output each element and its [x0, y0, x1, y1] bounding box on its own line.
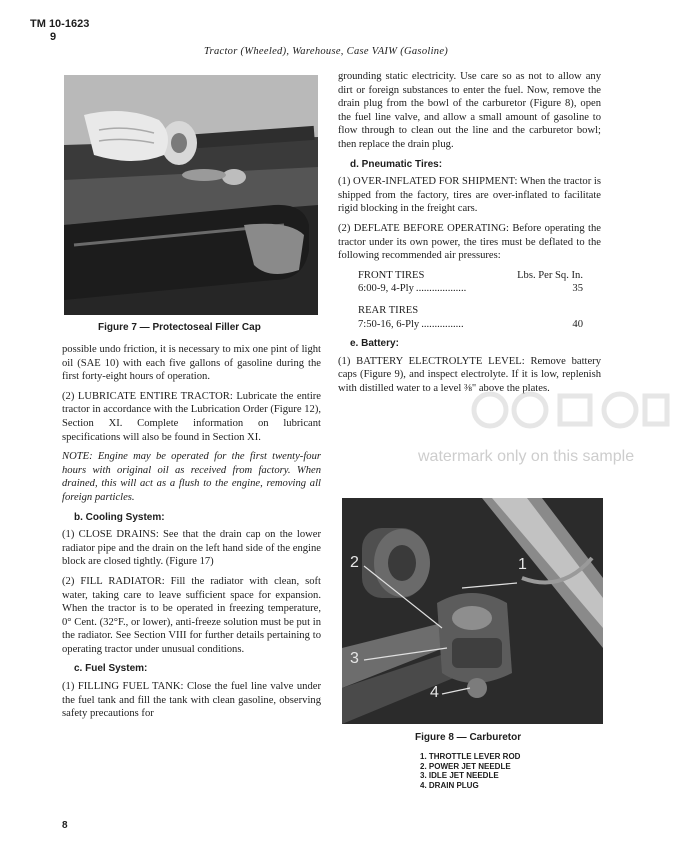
- front-tire-pressure: 35: [572, 283, 583, 295]
- heading-battery: e. Battery:: [350, 338, 399, 350]
- page-number: 8: [62, 820, 68, 831]
- callout-1: 1: [518, 556, 527, 573]
- front-tires-label: FRONT TIRES: [358, 269, 425, 281]
- tire-pressure-table: [358, 269, 583, 331]
- running-header: Tractor (Wheeled), Warehouse, Case VAIW (Gasoline): [204, 46, 449, 57]
- figure-7-photo: [64, 75, 318, 315]
- table-row: [358, 318, 583, 332]
- filler-cap-illustration: [64, 75, 318, 315]
- legend-item: 2. POWER JET NEEDLE: [420, 761, 511, 771]
- figure-8-photo: [342, 498, 603, 724]
- rear-tire-size: 7:50-16, 6-Ply: [358, 318, 420, 330]
- paragraph: (2) FILL RADIATOR: Fill the radiator with clean, soft water, taking care to leave sufficient space for expansion. When the tractor is to be operated in freezing temperature, 0° Cent. (32°F., or lower), anti-freeze solution must be put in the radiator. See Section VIII for further details pertaining to operating tractor under unusual conditions.: [62, 575, 321, 655]
- heading-fuel-system: c. Fuel System:: [74, 663, 148, 675]
- leader-dots: ................: [421, 318, 464, 330]
- note-paragraph: NOTE: Engine may be operated for the first twenty-four hours with original oil as received from factory. When drained, this will act as a flush to the engine, removing all foreign particles.: [62, 451, 321, 503]
- legend-item: 3. IDLE JET NEEDLE: [420, 771, 499, 780]
- heading-pneumatic-tires: d. Pneumatic Tires:: [350, 158, 443, 170]
- table-row: [358, 282, 583, 296]
- paragraph: possible undo friction, it is necessary to mix one pint of light oil (SAE 10) with each five gallons of gasoline during the first forty-eight hours of operation.: [62, 344, 321, 383]
- front-tire-size: 6:00-9, 4-Ply: [358, 283, 414, 295]
- paragraph: (1) OVER-INFLATED FOR SHIPMENT: When the tractor is shipped from the factory, tires are over-inflated to facilitate rigid blocking in the freight cars.: [338, 176, 601, 215]
- tm-subnumber: 9: [50, 31, 57, 43]
- paragraph: grounding static electricity. Use care so as not to allow any dirt or foreign substances to enter the fuel. Now, remove the drain plug from the bowl of the carburetor (Figure 8), open the fuel line valve, and allow a small amount of gasoline to flow through to clean out the line and the carburetor bowl; then replace the drain plug.: [338, 71, 601, 150]
- watermark-logo: [470, 388, 670, 441]
- figure-7-caption: Figure 7 — Protectoseal Filler Cap: [98, 322, 261, 333]
- legend-item: 1. THROTTLE LEVER ROD: [420, 752, 521, 761]
- figure-8-caption: Figure 8 — Carburetor: [415, 732, 522, 743]
- legend-item: 4. DRAIN PLUG: [420, 780, 479, 790]
- right-column: [338, 70, 601, 401]
- paragraph: (1) BATTERY ELECTROLYTE LEVEL: Remove battery caps (Figure 9), and inspect electrolyte. If it is low, replenish with distilled water to a level ⅜" above the plates.: [338, 355, 601, 394]
- tm-number: TM 10-1623: [30, 18, 90, 30]
- pressure-column-header: Lbs. Per Sq. In.: [517, 269, 583, 281]
- table-header-row: [358, 269, 583, 283]
- watermark-text: watermark only on this sample: [418, 448, 635, 465]
- paragraph: (1) FILLING FUEL TANK: Close the fuel line valve under the fuel tank and fill the tank with clean gasoline, observing safety precautions for: [62, 681, 321, 720]
- paragraph: (2) DEFLATE BEFORE OPERATING: Before operating the tractor under its own power, the tires must be deflated to the following recommended air pressures:: [338, 222, 601, 262]
- callout-4: 4: [430, 684, 439, 701]
- callout-3: 3: [350, 650, 359, 667]
- watermark-logo-mark: [470, 388, 670, 432]
- rear-tire-pressure: 40: [572, 318, 583, 330]
- left-column: [62, 343, 321, 727]
- carburetor-illustration: [342, 498, 603, 724]
- callout-2: 2: [350, 554, 359, 571]
- leader-dots: ...................: [415, 283, 467, 295]
- tm-number-block: [30, 18, 89, 44]
- heading-cooling-system: b. Cooling System:: [74, 511, 165, 523]
- paragraph: (1) CLOSE DRAINS: See that the drain cap on the lower radiator pipe and the drain on the left hand side of the engine block are closed tightly. (Figure 17): [62, 529, 321, 568]
- paragraph: (2) LUBRICATE ENTIRE TRACTOR: Lubricate the entire tractor in accordance with the Lubrication Order (Figure 12), Section XI. Complete information on lubricant specifications will also be found in Section XI.: [62, 390, 321, 443]
- figure-8-legend: [420, 752, 520, 790]
- rear-tires-label: REAR TIRES: [358, 304, 419, 316]
